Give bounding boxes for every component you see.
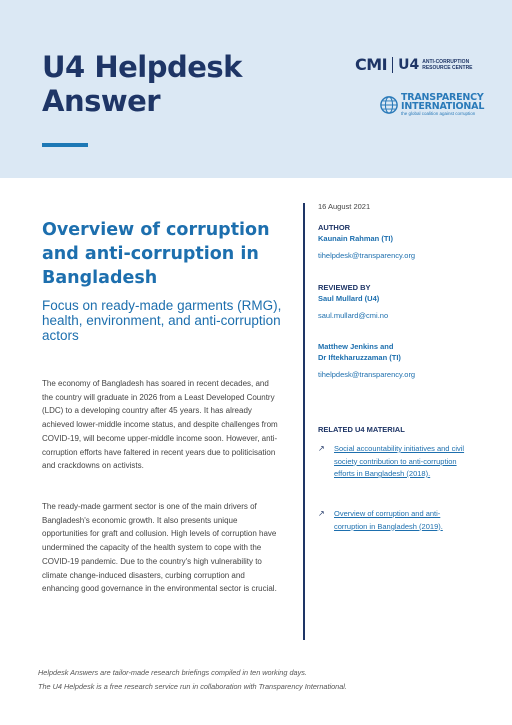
author-block xyxy=(318,222,415,261)
body-paragraph-1: The economy of Bangladesh has soared in recent decades, and the country will graduate in 2026 from a Least Developed Country (LDC) to a developing country after 45 years. It has already achieved lower-middle income status, and despite challenges from COVID-19, will become upper-middle income soon. However, anti-corruption efforts have faltered in recent years due to politicisation and crackdowns on activists. xyxy=(42,379,278,471)
related-link-1[interactable] xyxy=(318,443,468,481)
reviewer1-name: Saul Mullard (U4) xyxy=(318,294,380,303)
reviewer2-name-line1: Matthew Jenkins and xyxy=(318,342,394,351)
cmi-u4-logo xyxy=(355,55,482,74)
footer-line-2: The U4 Helpdesk is a free research service run in collaboration with Transparency International. xyxy=(38,682,347,691)
title-underline-bar xyxy=(42,143,88,147)
u4-logo-subtitle: ANTI-CORRUPTION RESOURCE CENTRE xyxy=(422,58,473,71)
reviewer1-email[interactable]: saul.mullard@cmi.no xyxy=(318,311,389,320)
reviewer2-name-line2: Dr Iftekharuzzaman (TI) xyxy=(318,353,401,362)
related-link-2-text[interactable]: Overview of corruption and anti-corruption in Bangladesh (2019). xyxy=(334,509,443,531)
reviewer2-email[interactable]: tihelpdesk@transparency.org xyxy=(318,370,416,379)
logo-divider xyxy=(392,57,393,73)
footer-line-1: Helpdesk Answers are tailor-made research briefings compiled in ten working days. xyxy=(38,668,307,677)
helpdesk-title-line1: U4 Helpdesk xyxy=(42,50,242,84)
transparency-international-logo xyxy=(380,93,484,117)
related-material-heading: RELATED U4 MATERIAL xyxy=(318,425,405,434)
reviewed-by-label: REVIEWED BY xyxy=(318,283,371,292)
sidebar-divider xyxy=(303,203,305,640)
document-subtitle: Focus on ready-made garments (RMG), health, environment, and anti-corruption actors xyxy=(42,298,282,343)
header-banner xyxy=(0,0,512,178)
author-email[interactable]: tihelpdesk@transparency.org xyxy=(318,251,416,260)
body-paragraph-2: The ready-made garment sector is one of the main drivers of Bangladesh's economic growth. It also presents unique opportunities for graft and collusion. High levels of corruption have undermined the capacity of the health system to cope with the COVID-19 pandemic. Due to the country's high vulnerability to climate change-induced disasters, curbing corruption and enhancing good governance in the environmental sector is crucial. xyxy=(42,502,277,594)
ti-logo-line2: INTERNATIONAL xyxy=(401,101,485,112)
helpdesk-title-line2: Answer xyxy=(42,84,161,118)
cmi-logo-text: CMI xyxy=(355,55,388,74)
external-link-arrow-icon: ↗ xyxy=(318,509,325,518)
ti-logo-tagline: the global coalition against corruption xyxy=(401,111,476,116)
external-link-arrow-icon: ↗ xyxy=(318,444,325,453)
publication-date: 16 August 2021 xyxy=(318,202,371,211)
related-link-2[interactable] xyxy=(318,508,468,533)
author-label: AUTHOR xyxy=(318,223,351,232)
reviewer2-block xyxy=(318,341,415,380)
globe-icon xyxy=(380,96,398,114)
reviewer-block xyxy=(318,282,388,321)
document-title: Overview of corruption and anti-corruption in Bangladesh xyxy=(42,220,270,288)
helpdesk-title xyxy=(42,50,242,118)
related-link-1-text[interactable]: Social accountability initiatives and civil society contribution to anti-corruption efforts in Bangladesh (2018). xyxy=(334,444,465,478)
author-name: Kaunain Rahman (TI) xyxy=(318,234,394,243)
u4-logo-text: U4 xyxy=(398,56,420,73)
ti-logo-line1: TRANSPARENCY xyxy=(401,92,484,103)
footer-note xyxy=(38,666,347,694)
